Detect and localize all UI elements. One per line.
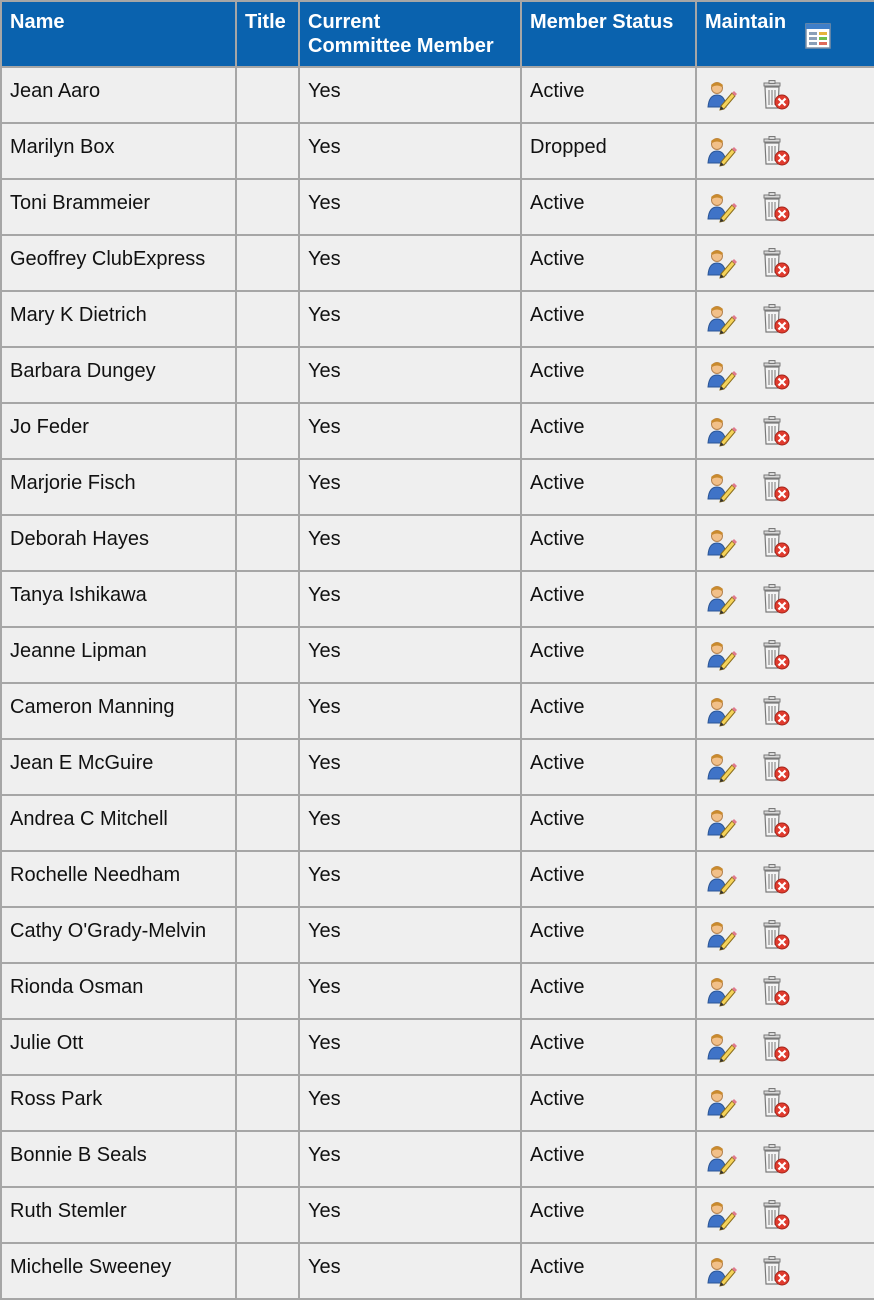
maintain-cell bbox=[696, 235, 874, 291]
member-name[interactable]: Jo Feder bbox=[10, 416, 89, 438]
member-name-cell bbox=[1, 683, 236, 739]
member-status-cell bbox=[521, 571, 696, 627]
delete-member-icon[interactable] bbox=[759, 415, 791, 447]
delete-member-icon[interactable] bbox=[759, 863, 791, 895]
committee-member-cell bbox=[299, 347, 521, 403]
table-row bbox=[1, 291, 874, 347]
committee-member-cell bbox=[299, 627, 521, 683]
delete-member-icon[interactable] bbox=[759, 359, 791, 391]
edit-member-icon[interactable] bbox=[705, 583, 737, 615]
maintain-cell bbox=[696, 67, 874, 123]
committee-member-cell bbox=[299, 459, 521, 515]
edit-member-icon[interactable] bbox=[705, 1087, 737, 1119]
column-header-maintain bbox=[696, 1, 874, 67]
member-name[interactable]: Michelle Sweeney bbox=[10, 1256, 172, 1278]
member-status-value: Active bbox=[530, 864, 585, 886]
edit-member-icon[interactable] bbox=[705, 863, 737, 895]
delete-member-icon[interactable] bbox=[759, 135, 791, 167]
table-row bbox=[1, 739, 874, 795]
member-name-cell bbox=[1, 851, 236, 907]
delete-member-icon[interactable] bbox=[759, 1087, 791, 1119]
committee-member-cell bbox=[299, 179, 521, 235]
member-status-value: Active bbox=[530, 1032, 585, 1054]
committee-member-cell bbox=[299, 1075, 521, 1131]
edit-member-icon[interactable] bbox=[705, 135, 737, 167]
committee-member-cell bbox=[299, 907, 521, 963]
committee-member-value: Yes bbox=[308, 584, 341, 606]
member-status-value: Active bbox=[530, 1144, 585, 1166]
edit-member-icon[interactable] bbox=[705, 415, 737, 447]
member-name[interactable]: Rionda Osman bbox=[10, 976, 144, 998]
maintain-cell bbox=[696, 795, 874, 851]
member-status-cell bbox=[521, 1075, 696, 1131]
maintain-cell bbox=[696, 291, 874, 347]
delete-member-icon[interactable] bbox=[759, 695, 791, 727]
committee-member-value: Yes bbox=[308, 80, 341, 102]
table-row bbox=[1, 235, 874, 291]
committee-member-value: Yes bbox=[308, 1088, 341, 1110]
member-status-value: Active bbox=[530, 416, 585, 438]
member-name-cell bbox=[1, 1075, 236, 1131]
committee-member-cell bbox=[299, 123, 521, 179]
member-title-cell bbox=[236, 1075, 299, 1131]
table-header-row bbox=[1, 1, 874, 67]
committee-member-cell bbox=[299, 291, 521, 347]
committee-member-value: Yes bbox=[308, 976, 341, 998]
edit-member-icon[interactable] bbox=[705, 919, 737, 951]
member-status-value: Active bbox=[530, 248, 585, 270]
table-row bbox=[1, 459, 874, 515]
maintain-cell bbox=[696, 1243, 874, 1299]
committee-member-cell bbox=[299, 963, 521, 1019]
committee-member-cell bbox=[299, 67, 521, 123]
committee-member-cell bbox=[299, 1131, 521, 1187]
maintain-cell bbox=[696, 515, 874, 571]
committee-member-value: Yes bbox=[308, 528, 341, 550]
maintain-cell bbox=[696, 459, 874, 515]
member-status-value: Active bbox=[530, 360, 585, 382]
member-name[interactable]: Deborah Hayes bbox=[10, 528, 149, 550]
edit-member-icon[interactable] bbox=[705, 751, 737, 783]
edit-member-icon[interactable] bbox=[705, 1255, 737, 1287]
delete-member-icon[interactable] bbox=[759, 919, 791, 951]
member-status-cell bbox=[521, 683, 696, 739]
member-name-cell bbox=[1, 515, 236, 571]
member-status-value: Active bbox=[530, 304, 585, 326]
member-name[interactable]: Andrea C Mitchell bbox=[10, 808, 168, 830]
maintain-cell bbox=[696, 179, 874, 235]
maintain-cell bbox=[696, 123, 874, 179]
maintain-cell bbox=[696, 963, 874, 1019]
member-status-value: Active bbox=[530, 640, 585, 662]
committee-member-value: Yes bbox=[308, 192, 341, 214]
member-name[interactable]: Marilyn Box bbox=[10, 136, 115, 158]
table-row bbox=[1, 683, 874, 739]
committee-member-cell bbox=[299, 739, 521, 795]
member-name[interactable]: Toni Brammeier bbox=[10, 192, 151, 214]
member-status-value: Active bbox=[530, 192, 585, 214]
member-name-cell bbox=[1, 739, 236, 795]
column-header-member-status[interactable]: Member Status bbox=[521, 1, 696, 67]
member-title-cell bbox=[236, 459, 299, 515]
member-name-cell bbox=[1, 67, 236, 123]
committee-member-value: Yes bbox=[308, 472, 341, 494]
table-row bbox=[1, 907, 874, 963]
member-name[interactable]: Rochelle Needham bbox=[10, 864, 181, 886]
table-row bbox=[1, 515, 874, 571]
committee-member-value: Yes bbox=[308, 808, 341, 830]
member-title-cell bbox=[236, 403, 299, 459]
edit-member-icon[interactable] bbox=[705, 807, 737, 839]
committee-member-value: Yes bbox=[308, 416, 341, 438]
member-title-cell bbox=[236, 571, 299, 627]
member-status-cell bbox=[521, 851, 696, 907]
member-status-value: Active bbox=[530, 584, 585, 606]
maintain-cell bbox=[696, 1131, 874, 1187]
member-status-value: Active bbox=[530, 528, 585, 550]
member-name[interactable]: Marjorie Fisch bbox=[10, 472, 136, 494]
maintain-cell bbox=[696, 627, 874, 683]
member-status-cell bbox=[521, 963, 696, 1019]
table-row bbox=[1, 851, 874, 907]
maintain-cell bbox=[696, 347, 874, 403]
member-name-cell bbox=[1, 1131, 236, 1187]
committee-member-cell bbox=[299, 851, 521, 907]
member-name-cell bbox=[1, 347, 236, 403]
member-status-cell bbox=[521, 123, 696, 179]
delete-member-icon[interactable] bbox=[759, 1143, 791, 1175]
delete-member-icon[interactable] bbox=[759, 1031, 791, 1063]
delete-member-icon[interactable] bbox=[759, 1255, 791, 1287]
table-row bbox=[1, 963, 874, 1019]
edit-member-icon[interactable] bbox=[705, 247, 737, 279]
member-status-value: Active bbox=[530, 80, 585, 102]
member-name-cell bbox=[1, 235, 236, 291]
committee-member-value: Yes bbox=[308, 696, 341, 718]
maintain-cell bbox=[696, 1075, 874, 1131]
committee-member-cell bbox=[299, 515, 521, 571]
member-name[interactable]: Geoffrey ClubExpress bbox=[10, 248, 206, 270]
member-status-cell bbox=[521, 347, 696, 403]
table-row bbox=[1, 67, 874, 123]
member-name[interactable]: Barbara Dungey bbox=[10, 360, 156, 382]
member-name[interactable]: Mary K Dietrich bbox=[10, 304, 147, 326]
member-title-cell bbox=[236, 1243, 299, 1299]
delete-member-icon[interactable] bbox=[759, 975, 791, 1007]
member-status-cell bbox=[521, 459, 696, 515]
table-row bbox=[1, 1075, 874, 1131]
member-name-cell bbox=[1, 795, 236, 851]
table-row bbox=[1, 347, 874, 403]
committee-member-value: Yes bbox=[308, 136, 341, 158]
member-status-value: Active bbox=[530, 472, 585, 494]
member-status-cell bbox=[521, 515, 696, 571]
committee-member-cell bbox=[299, 1019, 521, 1075]
member-name-cell bbox=[1, 627, 236, 683]
member-status-value: Active bbox=[530, 1200, 585, 1222]
committee-member-cell bbox=[299, 683, 521, 739]
member-name-cell bbox=[1, 403, 236, 459]
delete-member-icon[interactable] bbox=[759, 583, 791, 615]
member-title-cell bbox=[236, 67, 299, 123]
table-row bbox=[1, 1243, 874, 1299]
committee-member-cell bbox=[299, 571, 521, 627]
member-status-cell bbox=[521, 1187, 696, 1243]
edit-member-icon[interactable] bbox=[705, 471, 737, 503]
table-row bbox=[1, 403, 874, 459]
member-status-cell bbox=[521, 907, 696, 963]
committee-member-value: Yes bbox=[308, 1144, 341, 1166]
delete-member-icon[interactable] bbox=[759, 79, 791, 111]
member-title-cell bbox=[236, 1187, 299, 1243]
member-title-cell bbox=[236, 851, 299, 907]
committee-member-value: Yes bbox=[308, 864, 341, 886]
member-status-cell bbox=[521, 67, 696, 123]
member-status-value: Active bbox=[530, 696, 585, 718]
member-status-value: Active bbox=[530, 920, 585, 942]
committee-member-value: Yes bbox=[308, 304, 341, 326]
table-row bbox=[1, 1019, 874, 1075]
member-name[interactable]: Cameron Manning bbox=[10, 696, 175, 718]
column-header-committee-member[interactable] bbox=[299, 1, 521, 67]
committee-member-cell bbox=[299, 403, 521, 459]
table-row bbox=[1, 1131, 874, 1187]
member-title-cell bbox=[236, 739, 299, 795]
member-status-value: Active bbox=[530, 1088, 585, 1110]
delete-member-icon[interactable] bbox=[759, 191, 791, 223]
member-status-cell bbox=[521, 627, 696, 683]
committee-member-cell bbox=[299, 235, 521, 291]
maintain-cell bbox=[696, 403, 874, 459]
member-title-cell bbox=[236, 347, 299, 403]
member-status-cell bbox=[521, 739, 696, 795]
maintain-cell bbox=[696, 1187, 874, 1243]
table-row bbox=[1, 571, 874, 627]
edit-member-icon[interactable] bbox=[705, 1199, 737, 1231]
member-name-cell bbox=[1, 1187, 236, 1243]
member-title-cell bbox=[236, 515, 299, 571]
member-title-cell bbox=[236, 123, 299, 179]
grid-settings-icon[interactable] bbox=[802, 22, 834, 50]
edit-member-icon[interactable] bbox=[705, 303, 737, 335]
member-status-value: Active bbox=[530, 1256, 585, 1278]
member-name-cell bbox=[1, 907, 236, 963]
edit-member-icon[interactable] bbox=[705, 1143, 737, 1175]
member-title-cell bbox=[236, 179, 299, 235]
committee-member-value: Yes bbox=[308, 1200, 341, 1222]
delete-member-icon[interactable] bbox=[759, 751, 791, 783]
member-status-value: Active bbox=[530, 976, 585, 998]
member-title-cell bbox=[236, 627, 299, 683]
table-row bbox=[1, 795, 874, 851]
maintain-cell bbox=[696, 683, 874, 739]
member-status-value: Active bbox=[530, 752, 585, 774]
member-name-cell bbox=[1, 291, 236, 347]
member-title-cell bbox=[236, 963, 299, 1019]
member-name[interactable]: Jean Aaro bbox=[10, 80, 101, 102]
delete-member-icon[interactable] bbox=[759, 471, 791, 503]
column-header-name[interactable]: Name bbox=[1, 1, 236, 67]
table-row bbox=[1, 179, 874, 235]
member-name[interactable]: Cathy O'Grady-Melvin bbox=[10, 920, 207, 942]
committee-member-value: Yes bbox=[308, 752, 341, 774]
member-name-cell bbox=[1, 179, 236, 235]
committee-header-line2: Committee Member bbox=[308, 35, 494, 57]
member-title-cell bbox=[236, 291, 299, 347]
maintain-label: Maintain bbox=[705, 11, 787, 33]
edit-member-icon[interactable] bbox=[705, 79, 737, 111]
member-title-cell bbox=[236, 795, 299, 851]
delete-member-icon[interactable] bbox=[759, 303, 791, 335]
member-name-cell bbox=[1, 571, 236, 627]
committee-member-cell bbox=[299, 1187, 521, 1243]
member-status-cell bbox=[521, 1243, 696, 1299]
member-title-cell bbox=[236, 235, 299, 291]
member-name-cell bbox=[1, 1243, 236, 1299]
maintain-cell bbox=[696, 907, 874, 963]
member-title-cell bbox=[236, 683, 299, 739]
member-name-cell bbox=[1, 123, 236, 179]
column-header-title[interactable]: Title bbox=[236, 1, 299, 67]
member-status-cell bbox=[521, 291, 696, 347]
member-status-value: Active bbox=[530, 808, 585, 830]
committee-member-value: Yes bbox=[308, 920, 341, 942]
edit-member-icon[interactable] bbox=[705, 359, 737, 391]
member-name[interactable]: Ross Park bbox=[10, 1088, 103, 1110]
member-title-cell bbox=[236, 907, 299, 963]
member-name[interactable]: Jeanne Lipman bbox=[10, 640, 147, 662]
delete-member-icon[interactable] bbox=[759, 807, 791, 839]
edit-member-icon[interactable] bbox=[705, 527, 737, 559]
edit-member-icon[interactable] bbox=[705, 975, 737, 1007]
committee-member-value: Yes bbox=[308, 1032, 341, 1054]
maintain-cell bbox=[696, 571, 874, 627]
committee-member-value: Yes bbox=[308, 640, 341, 662]
member-name-cell bbox=[1, 963, 236, 1019]
table-row bbox=[1, 627, 874, 683]
member-status-cell bbox=[521, 1019, 696, 1075]
edit-member-icon[interactable] bbox=[705, 191, 737, 223]
member-status-cell bbox=[521, 403, 696, 459]
member-name[interactable]: Jean E McGuire bbox=[10, 752, 154, 774]
committee-member-value: Yes bbox=[308, 360, 341, 382]
maintain-cell bbox=[696, 739, 874, 795]
edit-member-icon[interactable] bbox=[705, 1031, 737, 1063]
member-status-value: Dropped bbox=[530, 136, 607, 158]
delete-member-icon[interactable] bbox=[759, 1199, 791, 1231]
member-name[interactable]: Bonnie B Seals bbox=[10, 1144, 147, 1166]
committee-member-cell bbox=[299, 1243, 521, 1299]
committee-member-value: Yes bbox=[308, 1256, 341, 1278]
member-name-cell bbox=[1, 459, 236, 515]
member-name[interactable]: Tanya Ishikawa bbox=[10, 584, 147, 606]
maintain-cell bbox=[696, 1019, 874, 1075]
edit-member-icon[interactable] bbox=[705, 639, 737, 671]
maintain-cell bbox=[696, 851, 874, 907]
delete-member-icon[interactable] bbox=[759, 639, 791, 671]
member-name-cell bbox=[1, 1019, 236, 1075]
committee-header-line1: Current bbox=[308, 11, 381, 33]
member-status-cell bbox=[521, 1131, 696, 1187]
table-row bbox=[1, 1187, 874, 1243]
member-title-cell bbox=[236, 1019, 299, 1075]
member-status-cell bbox=[521, 795, 696, 851]
committee-member-value: Yes bbox=[308, 248, 341, 270]
table-row bbox=[1, 123, 874, 179]
member-name[interactable]: Julie Ott bbox=[10, 1032, 84, 1054]
member-status-cell bbox=[521, 179, 696, 235]
member-name[interactable]: Ruth Stemler bbox=[10, 1200, 127, 1222]
member-title-cell bbox=[236, 1131, 299, 1187]
delete-member-icon[interactable] bbox=[759, 247, 791, 279]
edit-member-icon[interactable] bbox=[705, 695, 737, 727]
committee-member-cell bbox=[299, 795, 521, 851]
delete-member-icon[interactable] bbox=[759, 527, 791, 559]
member-status-cell bbox=[521, 235, 696, 291]
